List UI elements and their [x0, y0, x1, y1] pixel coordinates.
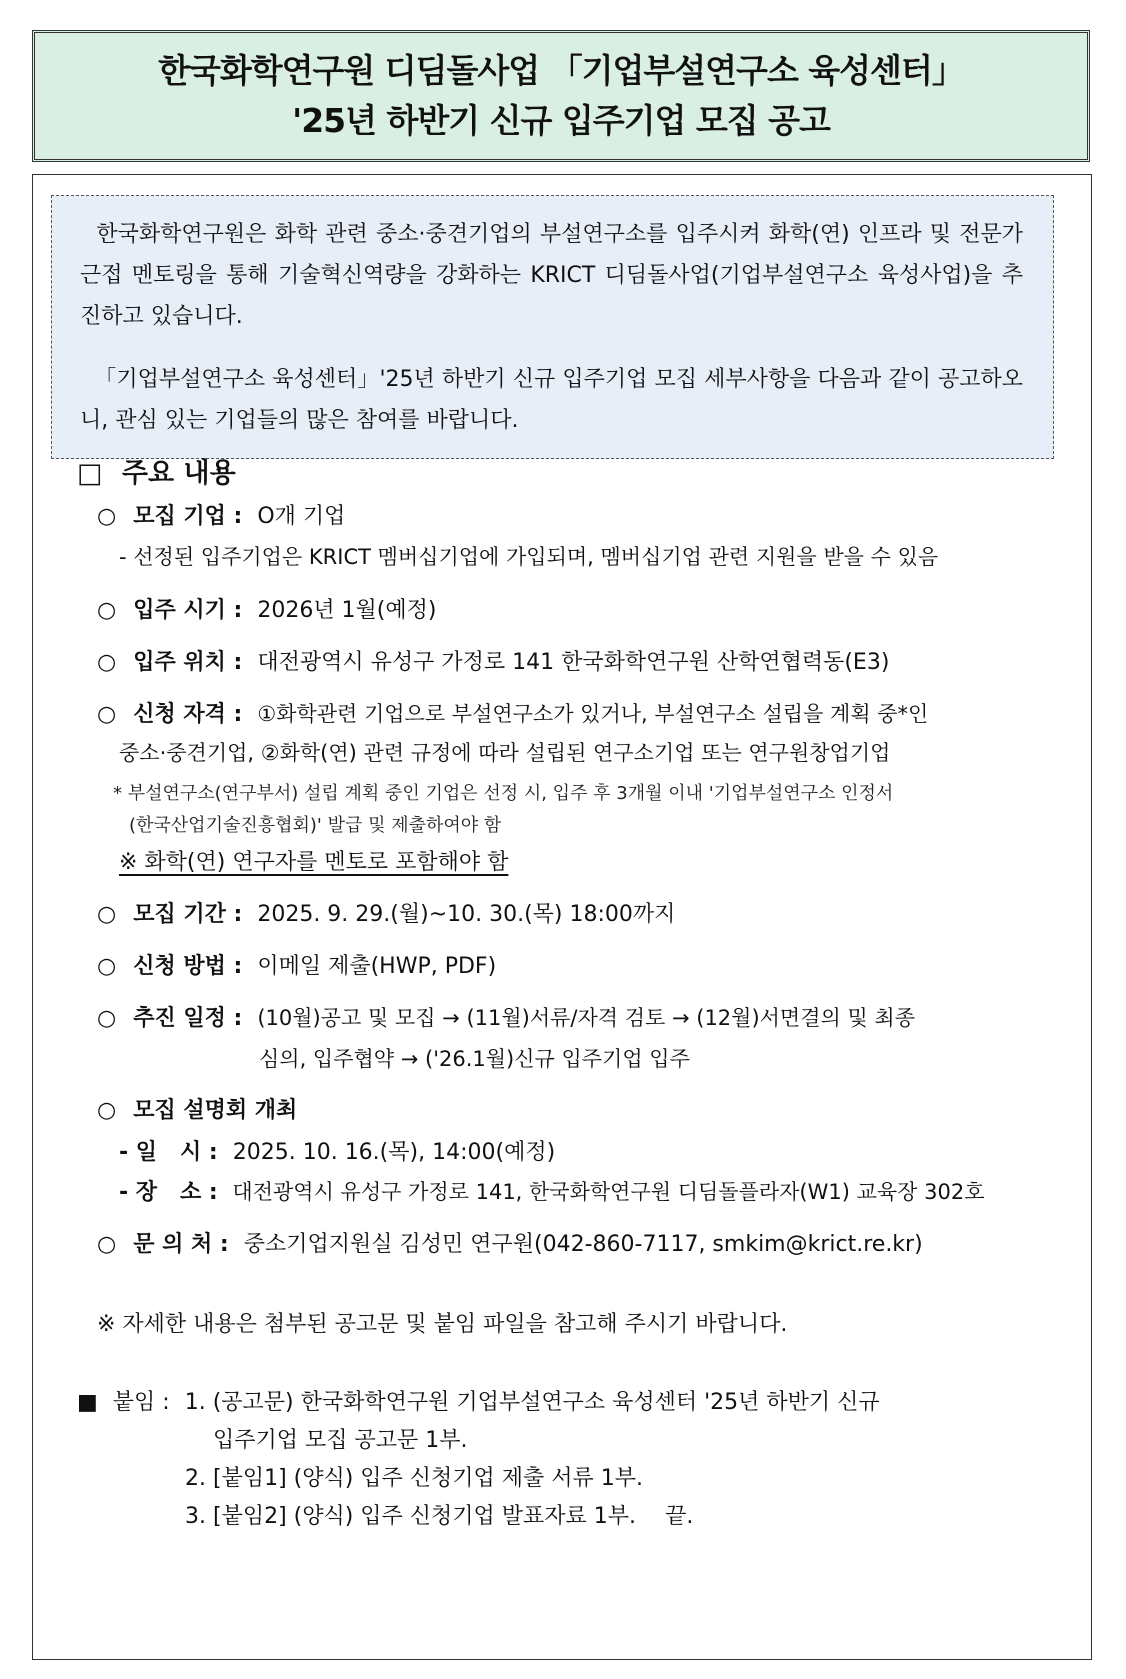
mentor-requirement: ※ 화학(연) 연구자를 멘토로 포함해야 함	[119, 850, 509, 875]
method-label: 신청 방법 :	[133, 954, 243, 979]
title-box	[32, 30, 1090, 162]
item-timing	[97, 593, 436, 624]
bullet: ○	[97, 504, 117, 529]
bullet: ○	[97, 1232, 117, 1257]
eligibility-label: 신청 자격 :	[133, 702, 243, 727]
period-label: 모집 기간 :	[133, 902, 243, 927]
item-recruit	[97, 499, 345, 530]
location-value: 대전광역시 유성구 가정로 141 한국화학연구원 산학연협력동(E3)	[257, 650, 890, 675]
section-title: 주요 내용	[121, 458, 236, 489]
schedule-line-1: (10월)공고 및 모집 → (11월)서류/자격 검토 → (12월)서면결의 및 최종	[257, 1006, 915, 1030]
item-method	[97, 949, 496, 980]
eligibility-footnote-2: (한국산업기술진흥협회)' 발급 및 제출하여야 함	[129, 815, 502, 836]
end-mark: 끝.	[665, 1504, 694, 1529]
method-value: 이메일 제출(HWP, PDF)	[257, 954, 497, 979]
attachments-label: 붙임 :	[112, 1390, 170, 1415]
attachment-1-line-1: 1. (공고문) 한국화학연구원 기업부설연구소 육성센터 '25년 하반기 신규	[184, 1390, 880, 1415]
briefing-place-value: 대전광역시 유성구 가정로 141, 한국화학연구원 디딤돌플라자(W1) 교육장 302호	[232, 1180, 985, 1204]
schedule-line-2: 심의, 입주협약 → ('26.1월)신규 입주기업 입주	[259, 1047, 690, 1071]
recruit-label: 모집 기업 :	[133, 504, 243, 529]
attachment-1-line-2: 입주기업 모집 공고문 1부.	[213, 1428, 468, 1453]
recruit-note: - 선정된 입주기업은 KRICT 멤버십기업에 가입되며, 멤버십기업 관련 지원을 받을 수 있음	[119, 545, 939, 569]
section-marker: □	[77, 458, 103, 489]
attachment-3: 3. [붙임2] (양식) 입주 신청기업 발표자료 1부. 끝.	[185, 1504, 694, 1529]
briefing-place-label: - 장 소 :	[119, 1180, 218, 1205]
period-value: 2025. 9. 29.(월)~10. 30.(목) 18:00까지	[257, 902, 676, 927]
intro-box	[51, 195, 1054, 459]
timing-value: 2026년 1월(예정)	[257, 598, 437, 623]
recruit-value: O개 기업	[257, 504, 346, 529]
item-eligibility	[97, 697, 928, 728]
briefing-date-label: - 일 시 :	[119, 1140, 218, 1165]
bullet: ○	[97, 902, 117, 927]
attachments-header	[77, 1385, 880, 1416]
item-period	[97, 897, 675, 928]
item-contact	[97, 1227, 923, 1258]
eligibility-line-2: 중소·중견기업, ②화학(연) 관련 규정에 따라 설립된 연구소기업 또는 연구원창업기업	[119, 741, 891, 765]
briefing-date-value: 2025. 10. 16.(목), 14:00(예정)	[232, 1140, 556, 1165]
item-schedule	[97, 1001, 915, 1032]
contact-value: 중소기업지원실 김성민 연구원(042-860-7117, smkim@krict.re.kr)	[243, 1232, 923, 1257]
bullet: ○	[97, 1006, 117, 1031]
contact-label: 문 의 처 :	[133, 1232, 229, 1257]
intro-paragraph-2: 「기업부설연구소 육성센터」'25년 하반기 신규 입주기업 모집 세부사항을 다음과 같이 공고하오니, 관심 있는 기업들의 많은 참여를 바랍니다.	[80, 367, 1023, 433]
briefing-label: 모집 설명회 개최	[133, 1098, 298, 1123]
attachment-2: 2. [붙임1] (양식) 입주 신청기업 제출 서류 1부.	[185, 1466, 644, 1491]
section-heading	[77, 451, 236, 490]
title-line-1: 한국화학연구원 디딤돌사업 「기업부설연구소 육성센터」	[158, 51, 964, 90]
eligibility-line-1: ①화학관련 기업으로 부설연구소가 있거나, 부설연구소 설립을 계획 중*인	[257, 702, 929, 726]
location-label: 입주 위치 :	[133, 650, 243, 675]
schedule-label: 추진 일정 :	[133, 1006, 243, 1031]
bullet: ○	[97, 702, 117, 727]
bullet: ○	[97, 650, 117, 675]
attachments-marker: ■	[77, 1390, 98, 1415]
eligibility-footnote-1: * 부설연구소(연구부서) 설립 계획 중인 기업은 선정 시, 입주 후 3개월 이내 '기업부설연구소 인정서	[113, 783, 894, 804]
briefing-date	[119, 1135, 555, 1166]
title-line-2: '25년 하반기 신규 입주기업 모집 공고	[292, 101, 830, 140]
bullet: ○	[97, 1098, 117, 1123]
item-location	[97, 645, 889, 676]
intro-paragraph-1: 한국화학연구원은 화학 관련 중소·중견기업의 부설연구소를 입주시켜 화학(연) 인프라 및 전문가 근접 멘토링을 통해 기술혁신역량을 강화하는 KRICT 디딤돌사업(기업부설연구소 육성사업)을 추진하고 있습니다.	[80, 222, 1023, 329]
bullet: ○	[97, 598, 117, 623]
item-briefing	[97, 1093, 297, 1124]
briefing-place	[119, 1175, 985, 1206]
timing-label: 입주 시기 :	[133, 598, 243, 623]
bullet: ○	[97, 954, 117, 979]
main-content-box	[32, 174, 1092, 1660]
reference-note: ※ 자세한 내용은 첨부된 공고문 및 붙임 파일을 참고해 주시기 바랍니다.	[97, 1312, 788, 1337]
